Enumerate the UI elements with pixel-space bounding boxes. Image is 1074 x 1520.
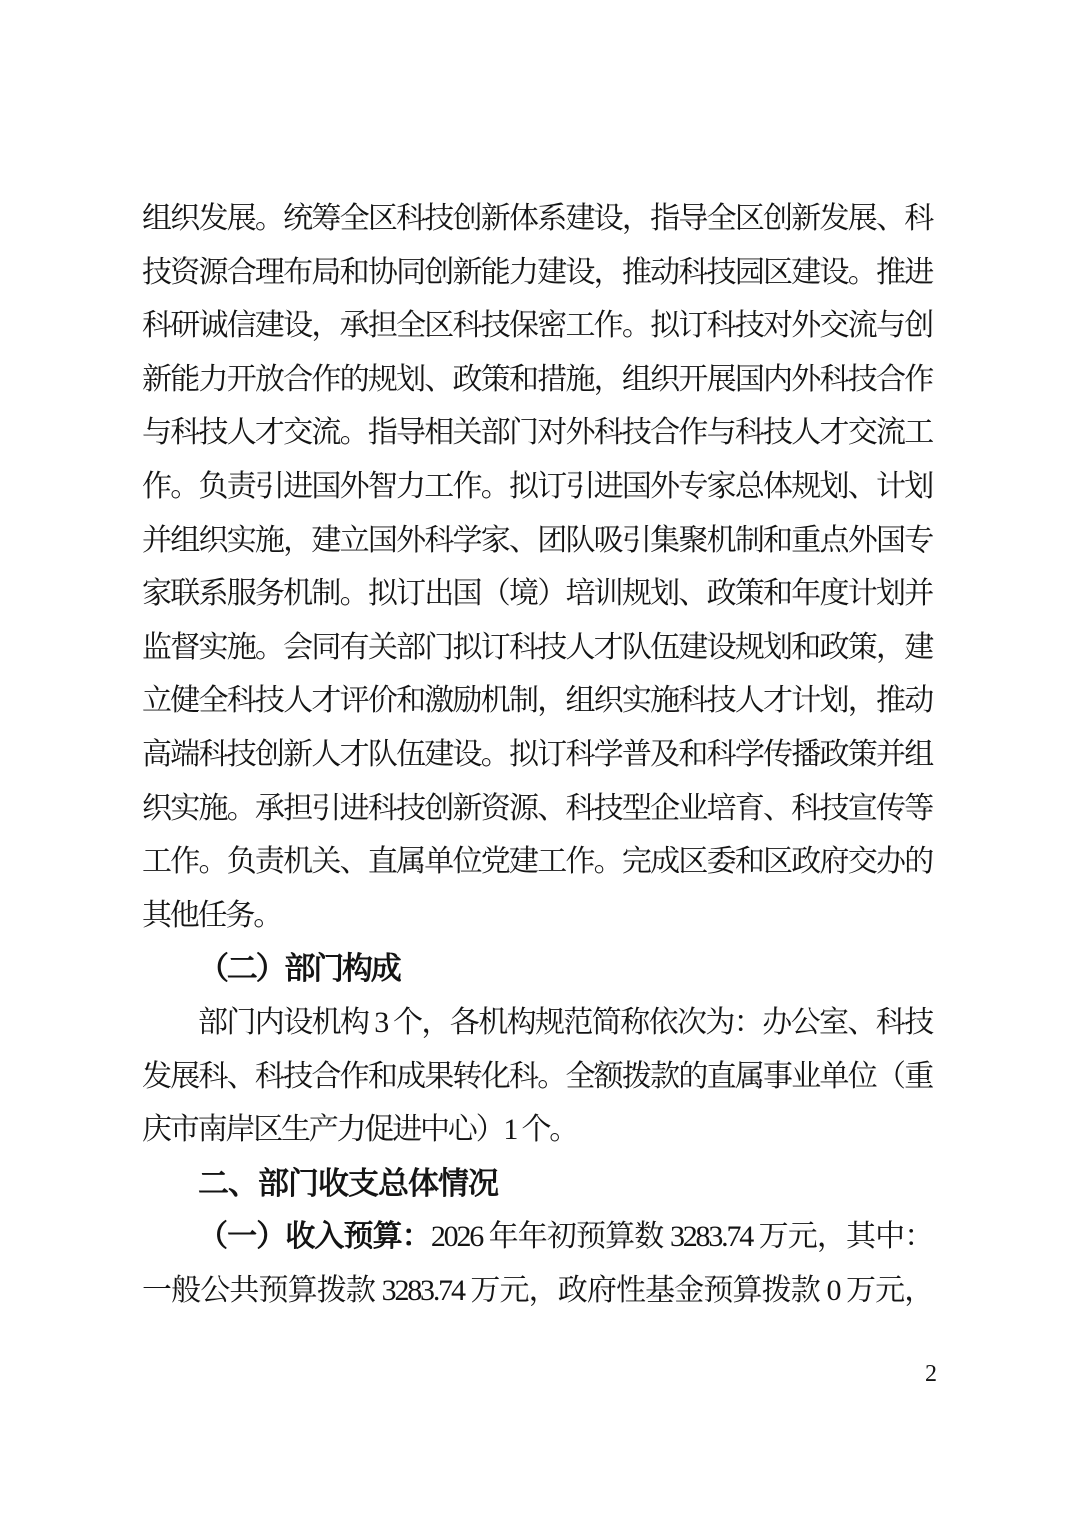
body-line <box>142 996 932 1050</box>
text-segment: 织实施。承担引进科技创新资源、科技型企业培育、科技宣传等 <box>142 791 932 825</box>
text-segment: 2026 年年初预算数 3283.74 万元，其中： <box>430 1220 932 1254</box>
text-segment: 并组织实施，建立国外科学家、团队吸引集聚机制和重点外国专 <box>142 523 932 557</box>
body-line <box>142 1103 932 1157</box>
page-number: 2 <box>925 1361 937 1387</box>
body-line <box>142 192 932 246</box>
body-line <box>142 674 932 728</box>
body-line <box>142 460 932 514</box>
text-segment: 作。负责引进国外智力工作。拟订引进国外专家总体规划、计划 <box>142 469 932 503</box>
body-line <box>142 1210 932 1264</box>
body-line <box>142 889 932 943</box>
body-line <box>142 567 932 621</box>
body-line <box>142 1264 932 1318</box>
text-segment: 与科技人才交流。指导相关部门对外科技合作与科技人才交流工 <box>142 416 932 450</box>
body-line <box>142 246 932 300</box>
text-segment: （二）部门构成 <box>198 951 400 987</box>
text-segment: 其他任务。 <box>142 898 281 932</box>
text-segment: 高端科技创新人才队伍建设。拟订科学普及和科学传播政策并组 <box>142 737 932 771</box>
text-segment: 部门内设机构 3 个，各机构规范简称依次为：办公室、科技 <box>198 1005 932 1039</box>
text-segment: 二、部门收支总体情况 <box>198 1165 498 1201</box>
section-heading-revenue-expenditure <box>142 1157 932 1211</box>
body-line <box>142 835 932 889</box>
text-segment: 组织发展。统筹全区科技创新体系建设，指导全区创新发展、科 <box>142 202 932 235</box>
body-line <box>142 353 932 407</box>
text-segment: 家联系服务机制。拟订出国（境）培训规划、政策和年度计划并 <box>142 577 932 611</box>
text-segment: 技资源合理布局和协同创新能力建设，推动科技园区建设。推进 <box>142 255 932 289</box>
text-segment: 监督实施。会同有关部门拟订科技人才队伍建设规划和政策，建 <box>142 630 932 664</box>
text-segment: （一）收入预算： <box>198 1220 431 1254</box>
text-segment: 工作。负责机关、直属单位党建工作。完成区委和区政府交办的 <box>142 845 932 879</box>
section-heading-dept-composition <box>142 942 932 996</box>
body-line <box>142 1050 932 1104</box>
text-segment: 庆市南岸区生产力促进中心）1 个。 <box>142 1113 578 1147</box>
body-line <box>142 514 932 568</box>
body-line <box>142 621 932 675</box>
body-line <box>142 782 932 836</box>
text-segment: 科研诚信建设，承担全区科技保密工作。拟订科技对外交流与创 <box>142 309 932 343</box>
text-segment: 发展科、科技合作和成果转化科。全额拨款的直属事业单位（重 <box>142 1059 932 1093</box>
text-segment: 立健全科技人才评价和激励机制，组织实施科技人才计划，推动 <box>142 684 932 718</box>
text-segment: 新能力开放合作的规划、政策和措施，组织开展国内外科技合作 <box>142 362 932 396</box>
text-segment: 一般公共预算拨款 3283.74 万元，政府性基金预算拨款 0 万元， <box>142 1273 932 1307</box>
body-line <box>142 406 932 460</box>
body-line <box>142 299 932 353</box>
body-line <box>142 728 932 782</box>
document-body <box>142 192 932 1317</box>
